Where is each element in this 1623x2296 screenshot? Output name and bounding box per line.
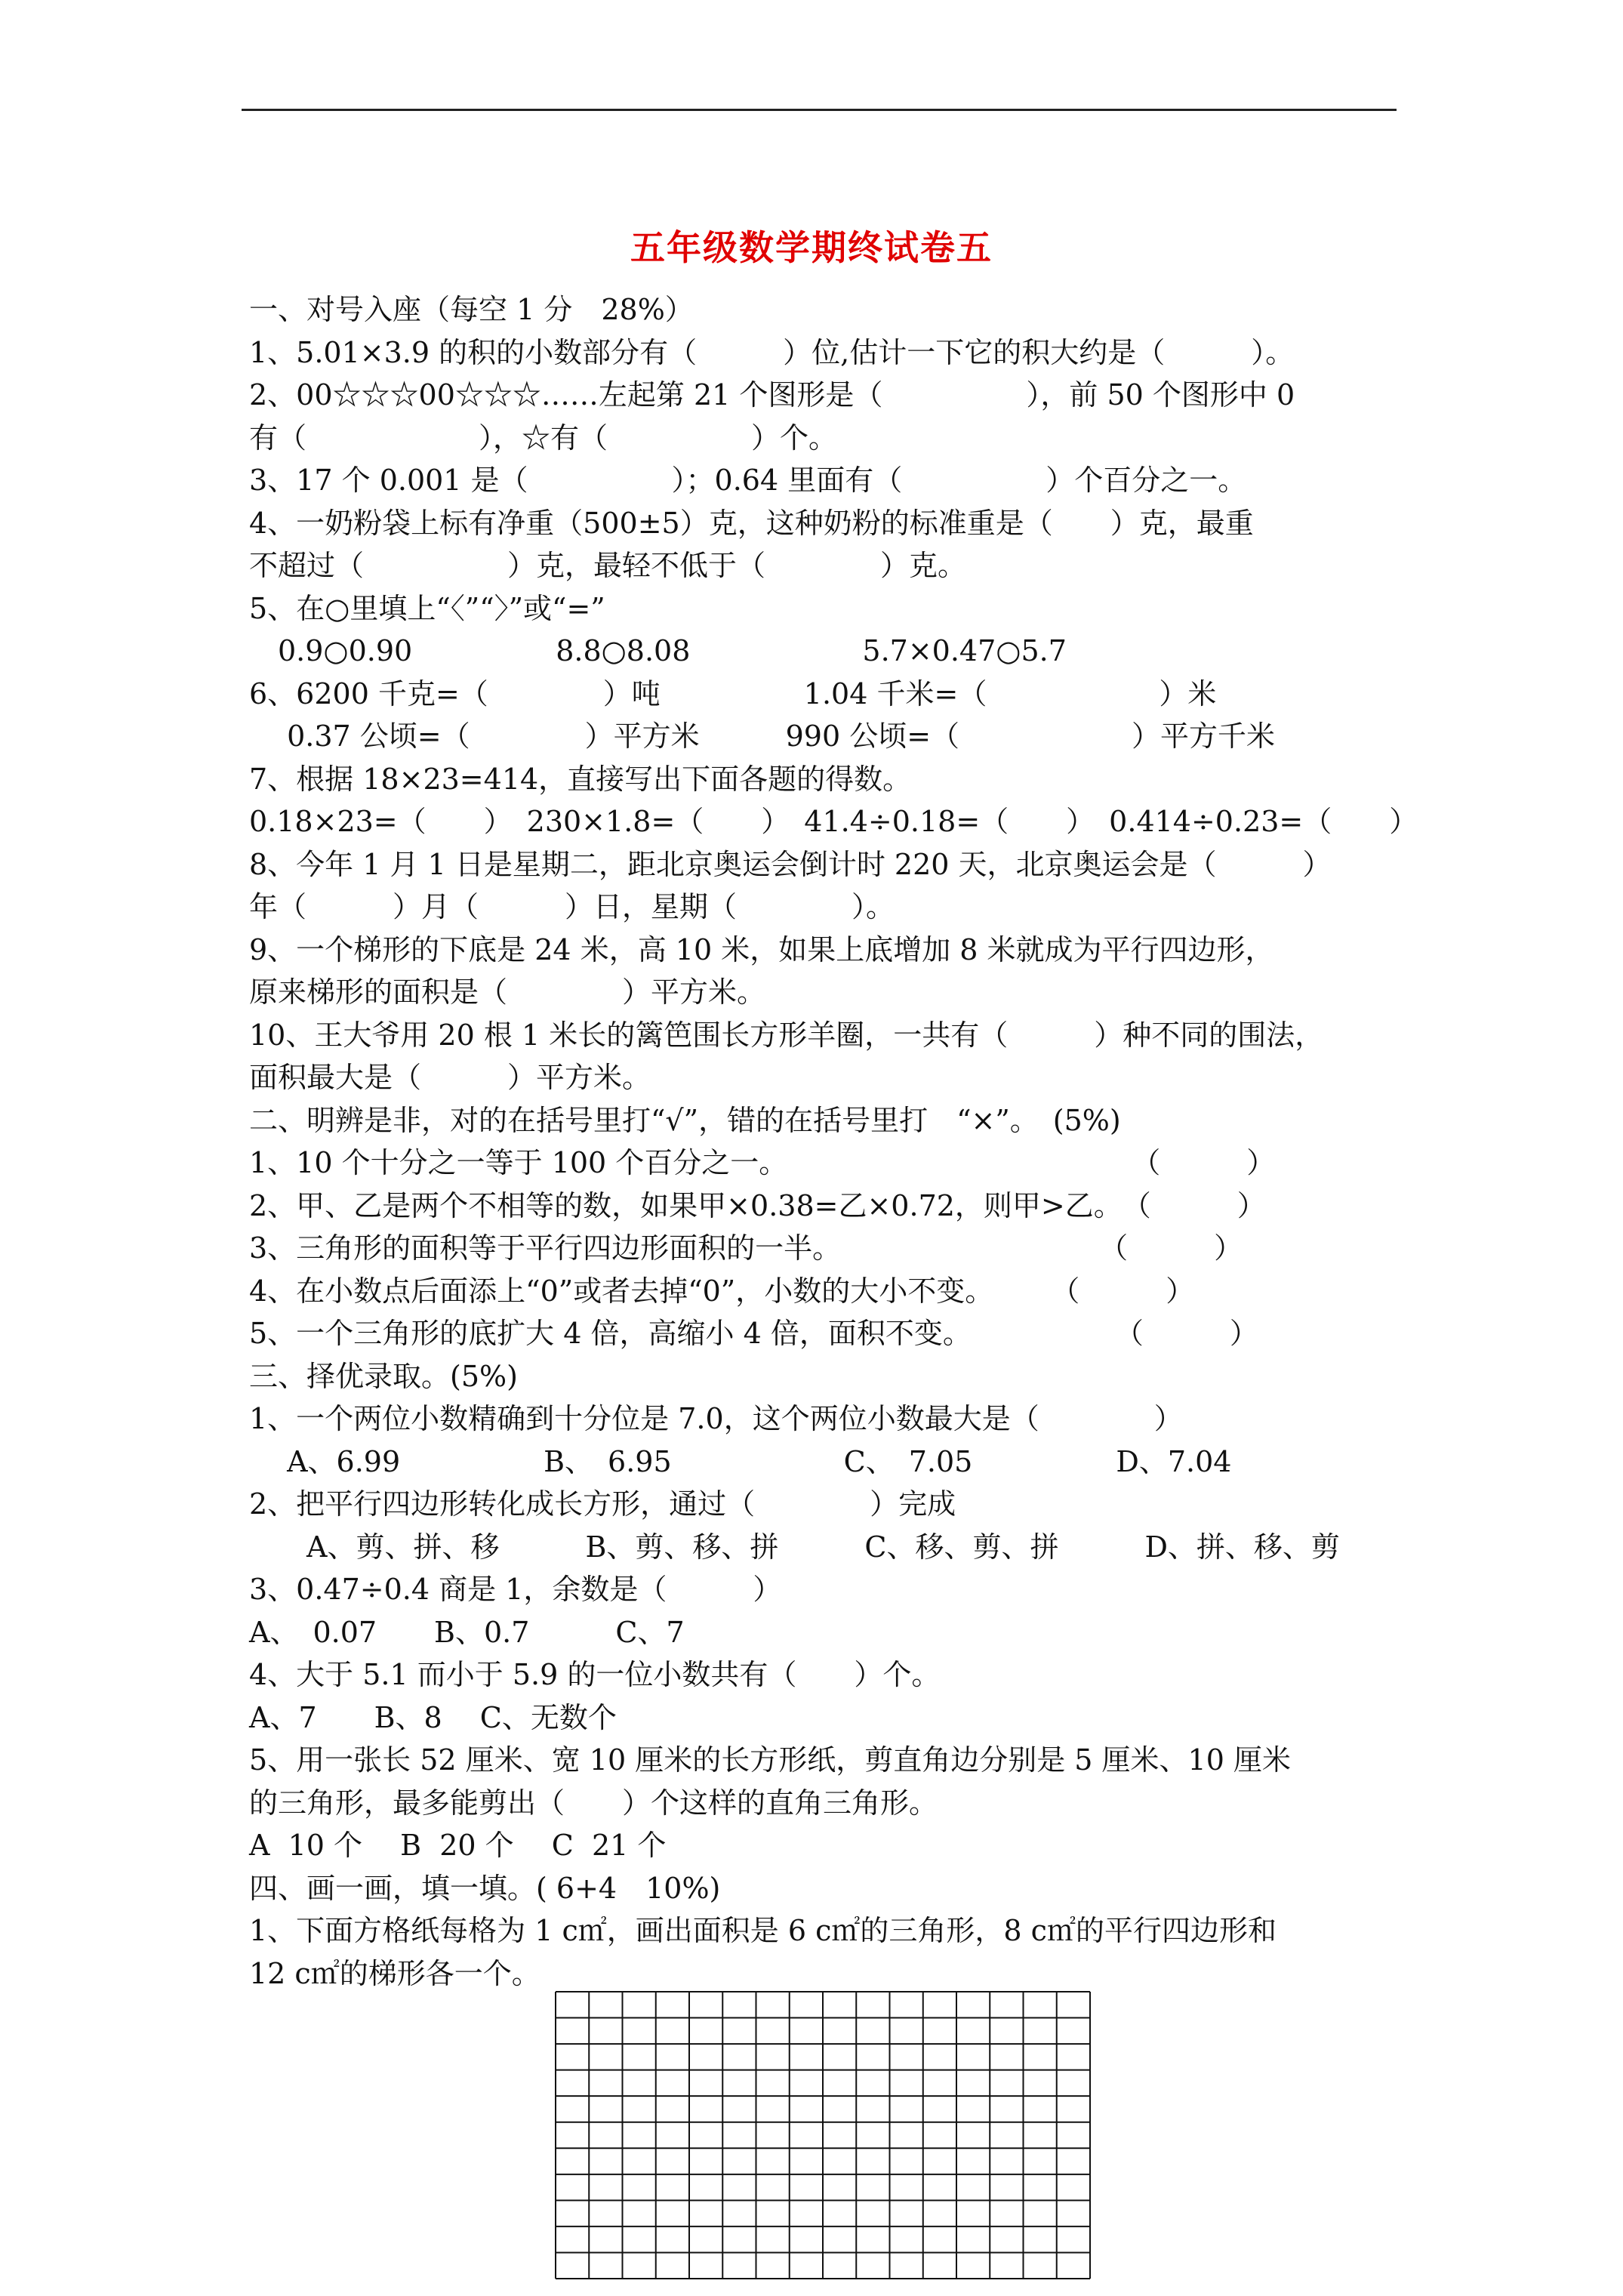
text-line: 4、在小数点后面添上“0”或者去掉“0”，小数的大小不变。 （ ） [249, 1274, 1195, 1308]
text-line: 面积最大是（ ）平方米。 [249, 1061, 651, 1094]
text-line: 2、00☆☆☆00☆☆☆……左起第 21 个图形是（ ），前 50 个图形中 0 [249, 378, 1295, 411]
text-line: A、剪、拼、移 B、剪、移、拼 C、移、剪、拼 D、拼、移、剪 [249, 1530, 1340, 1564]
text-line: 四、画一画，填一填。( 6+4 10%) [249, 1871, 721, 1905]
text-line: 6、6200 千克=（ ）吨 1.04 千米=（ ）米 [249, 676, 1217, 710]
header-rule [242, 109, 1397, 111]
text-line: 4、大于 5.1 而小于 5.9 的一位小数共有（ ）个。 [249, 1658, 941, 1691]
text-line: 2、甲、乙是两个不相等的数，如果甲×0.38=乙×0.72，则甲>乙。 （ ） [249, 1188, 1266, 1222]
text-line: 2、把平行四边形转化成长方形，通过（ ）完成 [249, 1487, 956, 1521]
text-line: 4、一奶粉袋上标有净重（500±5）克，这种奶粉的标准重是（ ）克，最重 [249, 506, 1254, 540]
text-line: 原来梯形的面积是（ ）平方米。 [249, 975, 766, 1009]
text-line: 10、王大爷用 20 根 1 米长的篱笆围长方形羊圈，一共有（ ）种不同的围法， [249, 1018, 1324, 1052]
text-line: 年（ ）月（ ）日，星期（ ）。 [249, 890, 895, 923]
exam-body [249, 288, 1427, 1995]
text-line: 1、5.01×3.9 的积的小数部分有（ ）位,估计一下它的积大约是（ ）。 [249, 335, 1295, 369]
text-line: 8、今年 1 月 1 日是星期二，距北京奥运会倒计时 220 天，北京奥运会是（ ） [249, 847, 1332, 881]
text-line: 7、根据 18×23=414，直接写出下面各题的得数。 [249, 762, 912, 796]
text-line: 5、在○里填上“〈”“〉”或“=” [249, 591, 605, 625]
text-line: A、 0.07 B、0.7 C、7 [249, 1615, 685, 1649]
text-line: 0.9○0.90 8.8○8.08 5.7×0.47○5.7 [249, 634, 1067, 667]
text-line: 12 c㎡的梯形各一个。 [249, 1956, 540, 1990]
text-line: 一、对号入座（每空 1 分 28%） [249, 293, 694, 326]
text-line: A、6.99 B、 6.95 C、 7.05 D、7.04 [249, 1444, 1232, 1478]
text-line: 5、用一张长 52 厘米、宽 10 厘米的长方形纸，剪直角边分别是 5 厘米、10 厘米 [249, 1743, 1291, 1777]
text-line: A、7 B、8 C、无数个 [249, 1700, 617, 1734]
text-line: 有（ ），☆有（ ）个。 [249, 421, 838, 455]
text-line: 二、明辨是非，对的在括号里打“√”，错的在括号里打 “×”。 (5%) [249, 1103, 1121, 1137]
text-line: 0.18×23=（ ） 230×1.8=（ ） 41.4÷0.18=（ ） 0.414÷0.23=（ ） [249, 805, 1418, 838]
text-line: 1、一个两位小数精确到十分位是 7.0，这个两位小数最大是（ ） [249, 1402, 1183, 1435]
text-line: 3、17 个 0.001 是（ ）；0.64 里面有（ ）个百分之一。 [249, 464, 1247, 497]
text-line: 0.37 公顷=（ ）平方米 990 公顷=（ ）平方千米 [249, 720, 1276, 753]
text-line: 3、三角形的面积等于平行四边形面积的一半。 （ ） [249, 1231, 1243, 1265]
text-line: 不超过（ ）克，最轻不低于（ ）克。 [249, 549, 967, 582]
text-line: 1、10 个十分之一等于 100 个百分之一。 （ ） [249, 1146, 1276, 1179]
text-line: 三、择优录取。(5%) [249, 1359, 518, 1393]
text-line: 5、一个三角形的底扩大 4 倍，高缩小 4 倍，面积不变。 （ ） [249, 1317, 1258, 1350]
text-line: A 10 个 B 20 个 C 21 个 [249, 1829, 667, 1862]
text-line: 1、下面方格纸每格为 1 c㎡，画出面积是 6 c㎡的三角形，8 c㎡的平行四边形和 [249, 1914, 1277, 1947]
text-line: 9、一个梯形的下底是 24 米，高 10 米，如果上底增加 8 米就成为平行四边形， [249, 932, 1274, 966]
grid-svg [554, 1990, 1092, 2280]
text-line: 3、0.47÷0.4 商是 1，余数是（ ） [249, 1573, 782, 1606]
text-line: 的三角形，最多能剪出（ ）个这样的直角三角形。 [249, 1786, 938, 1820]
exam-title: 五年级数学期终试卷五 [630, 227, 993, 268]
grid-paper[interactable] [554, 1990, 1092, 2280]
